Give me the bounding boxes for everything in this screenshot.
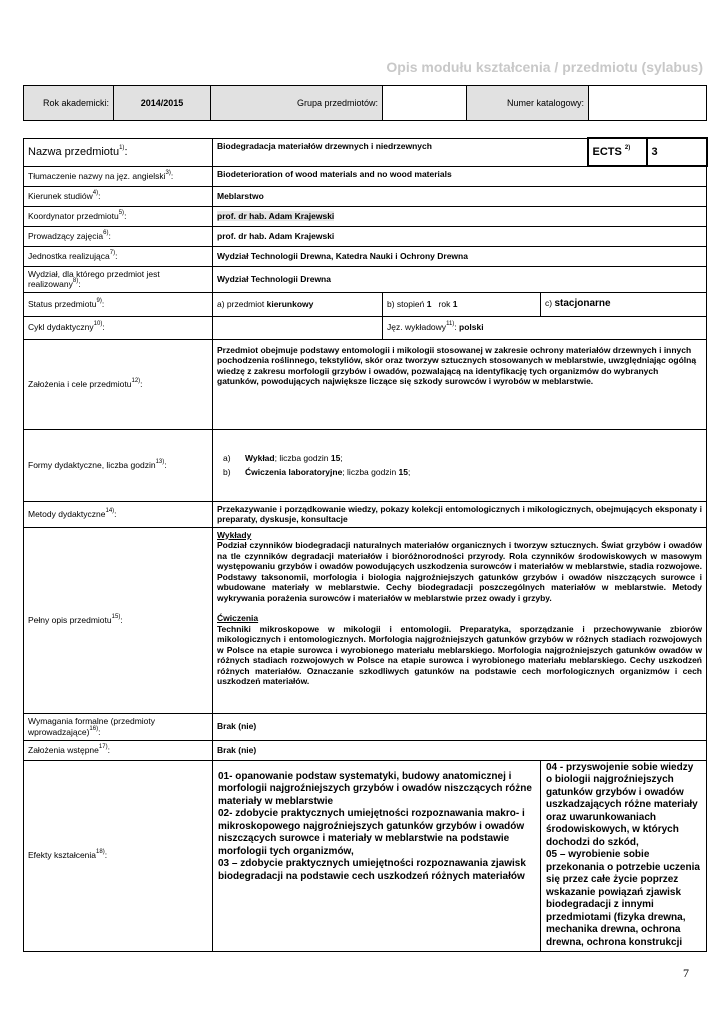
opis-wyklady-heading: Wykłady [217,529,252,540]
status-label-cell: Status przedmiotu$^{9)}$: [24,292,213,316]
formy-label-cell: Formy dydaktyczne, liczba godzin$^{13)}$: [24,429,213,501]
tlumaczenie-label-cell: Tłumaczenie nazwy na jęz. angielski$^{3)}$: [24,166,213,186]
cykl-value [213,316,383,339]
prowadzacy-label-cell: Prowadzący zajęcia$^{6)}$: [24,226,213,246]
kierunek-label-cell: Kierunek studiów$^{4)}$: [24,186,213,206]
page-number: 7 [683,966,689,980]
efekty-left-cell [213,760,541,951]
ects-value: 3 [647,138,707,166]
metody-value: Przekazywanie i porządkowanie wiedzy, pokazy kolekcji entomologicznych i mikologicznych, obejmujących eksponaty i preparaty, dyskusje, konsultacje [213,501,707,527]
opis-value [213,527,707,713]
grupa-przedmiotow-value [383,86,467,121]
info-bar [23,85,707,121]
efekty-left-text: 01- opanowanie podstaw systematyki, budowy anatomicznej i morfologii najgroźniejszych grzybów i owadów niszczących różne materiały w meblarstwie 02- zdobycie praktycznych umiejętności rozpoznawania makro- i mikroskopowego najgroźniejszych gatunków grzybów i owadów niszczących surowce i materiały w meblarstwie na podstawie morfologii tych organizmów, 03 – zdobycie praktycznych umiejętności rozpoznawania zjawisk biodegradacji na podstawie cech uszkodzeń różnych materiałów [218,770,532,882]
tlumaczenie-value: Biodeterioration of wood materials and no wood materials [213,166,707,186]
formy-list [223,453,702,477]
opis-cwiczenia-text: Techniki mikroskopowe w mikologii i entomologii. Preparatyka, sporządzanie i przechowywanie zbiorów mikologicznych i entomologicznych. Morfologia najgroźniejszych gatunków grzybów w różnych stadiach rozwojowych w Polsce na etapie surowca i wyrobionego materiału meblarskiego. Morfologia najgroźniejszych gatunków owadów w różnych stadiach rozwojowych w Polsce na etapie surowca i wyrobionego materiału meblarskiego. Cechy uszkodzeń różnych materiałów. Oznaczanie szkodliwych gatunków na podstawie cech morfologicznych organizmów i cech uszkodzeń materiałów. [217,623,702,686]
efekty-right-text: 04 - przyswojenie sobie wiedzy o biologii najgroźniejszych gatunków grzybów i owadów uszkadzających różne materiały oraz uwarunkowaniach środowiskowych, w których dochodzi do szkód, 05 – wyrobienie sobie przekonania o potrzebie uczenia się przez całe życie poprzez wskazanie powiązań zjawisk biodegradacji z innymi przedmiotami (fizyka drewna, mechanika drewna, ochrona drewna, ochrona konstrukcji [546,761,700,948]
jezyk-cell: Jęz. wykładowy$^{11)}$: polski [383,316,707,339]
opis-label-cell: Pełny opis przedmiotu$^{15)}$: [24,527,213,713]
opis-wyklady-text: Podział czynników biodegradacji naturalnych materiałów organicznych i tworzyw sztucznych. Świat grzybów i owadów na tle czynników degradacji materiałów i bioróżnorodności przyrody. Rola czynników środowiskowych w masowym występowaniu grzybów i owadów powodujących uszkodzenia surowców i materiałów w meblarstwie, stadia rozwojowe. Podstawy taksonomii, morfologia i biologia najgroźniejszych gatunków grzybów i owadów niszczących surowce i wbudowane materiały w meblarstwie. Cechy biodegradacji poszczególnych materiałów w meblarstwie. Metody wykrywania porażenia surowców i materiałów w meblarstwie przez owady i grzyby. [217,540,702,603]
formy-value [213,429,707,501]
koordynator-label-cell: Koordynator przedmiotu$^{5)}$: [24,206,213,226]
rok-akademicki-label: Rok akademicki: [24,86,114,121]
status-c-cell: c) stacjonarne [541,292,707,316]
rok-akademicki-value: 2014/2015 [114,86,211,121]
opis-cwiczenia-heading: Ćwiczenia [217,613,259,623]
cykl-label-cell: Cykl dydaktyczny$^{10)}$: [24,316,213,339]
zalozenia-label-cell: Założenia i cele przedmiotu$^{12)}$: [24,339,213,429]
jednostka-label-cell: Jednostka realizująca$^{7)}$: [24,246,213,266]
efekty-label-cell: Efekty kształcenia$^{18)}$: [24,760,213,951]
formy-item-wyklad: a) Wykład; liczba godzin 15; [223,453,343,463]
status-b-cell: b) stopień 1 rok 1 [383,292,541,316]
koordynator-value: prof. dr hab. Adam Krajewski [213,206,707,226]
syllabus-table [23,137,708,952]
zalozenia-wstepne-label-cell: Założenia wstępne$^{17)}$: [24,740,213,760]
grupa-przedmiotow-label: Grupa przedmiotów: [211,86,383,121]
metody-label-cell: Metody dydaktyczne$^{14)}$: [24,501,213,527]
prowadzacy-value: prof. dr hab. Adam Krajewski [213,226,707,246]
wydzial-value: Wydział Technologii Drewna [213,266,707,292]
status-a-cell: a) przedmiot kierunkowy [213,292,383,316]
numer-katalogowy-label: Numer katalogowy: [467,86,589,121]
zalozenia-value: Przedmiot obejmuje podstawy entomologii i mikologii stosowanej w zakresie ochrony materiałów drzewnych i innych pochodzenia roślinnego, tekstyliów, skór oraz tworzyw sztucznych stosowanych w meblarstwie, uwzględniając ogólną wiedzę z zakresu morfologii grzybów i owadów, pozwalającą na identyfikację tych organizmów do wybranych gatunków, powodujących największe liczące się szkody surowców i wyrobów w meblarstwie. [213,339,707,429]
nazwa-value: Biodegradacja materiałów drzewnych i niedrzewnych [213,138,588,166]
formy-item-cwiczenia: b) Ćwiczenia laboratoryjne; liczba godzin 15; [223,466,411,477]
nazwa-label-cell: Nazwa przedmiotu$^{1)}$: [24,138,213,166]
wymagania-value: Brak (nie) [213,713,707,740]
jednostka-value: Wydział Technologii Drewna, Katedra Nauki i Ochrony Drewna [213,246,707,266]
zalozenia-wstepne-value: Brak (nie) [213,740,707,760]
kierunek-value: Meblarstwo [213,186,707,206]
ects-label-cell: ECTS $^{2)}$ [588,138,647,166]
row-nazwa [24,138,707,166]
efekty-right-cell [541,760,707,951]
wymagania-label-cell: Wymagania formalne (przedmioty wprowadzające)$^{16)}$: [24,713,213,740]
page-title: Opis modułu kształcenia / przedmiotu (sylabus) [386,59,703,75]
wydzial-label-cell: Wydział, dla którego przedmiot jest realizowany$^{8)}$: [24,266,213,292]
numer-katalogowy-value [589,86,707,121]
